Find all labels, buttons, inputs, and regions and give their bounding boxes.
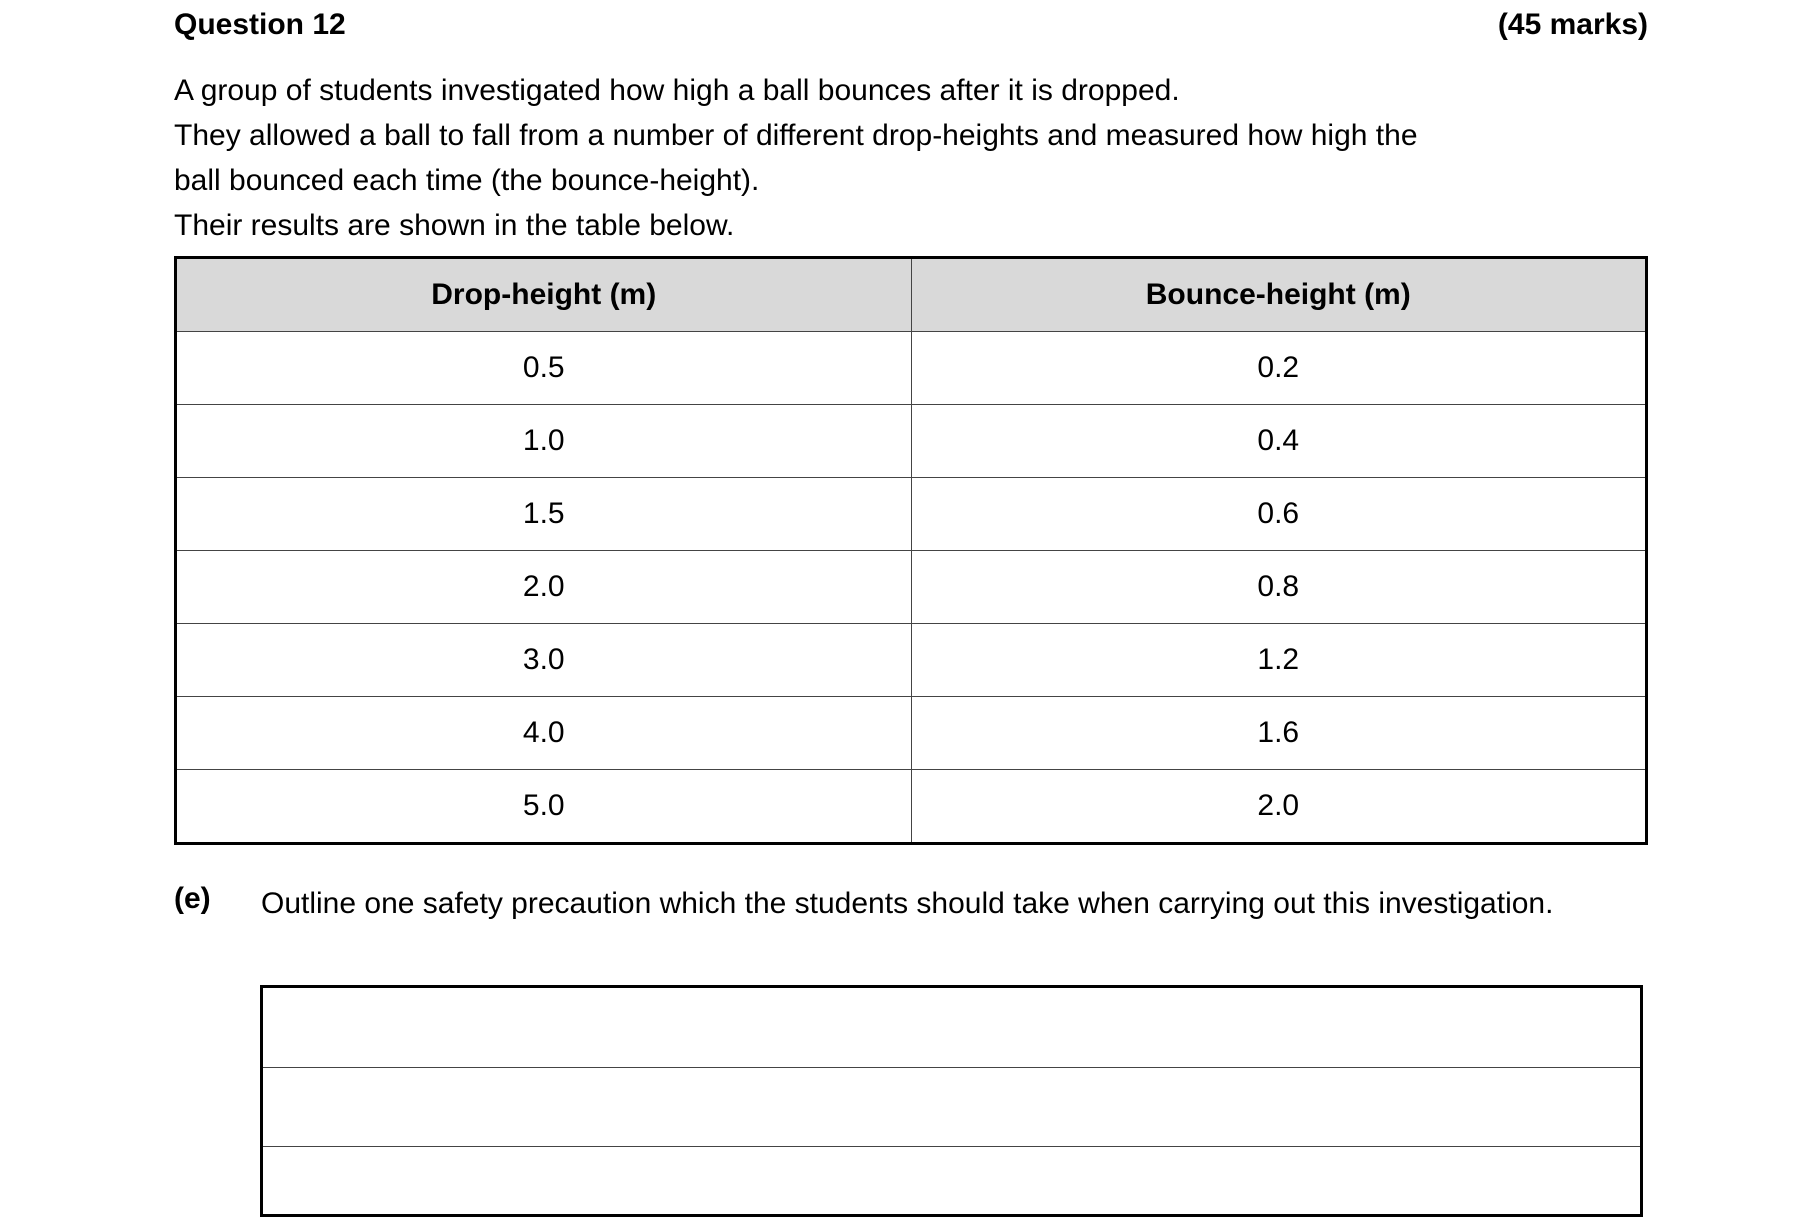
table-row	[176, 624, 1647, 697]
answer-line[interactable]	[263, 1067, 1640, 1147]
question-title: Question 12	[174, 8, 346, 41]
intro-line: A group of students investigated how high a ball bounces after it is dropped.	[174, 74, 1180, 107]
intro-line: ball bounced each time (the bounce-height).	[174, 164, 760, 197]
bounce-height-cell: 1.6	[911, 697, 1647, 770]
header-drop-height: Drop-height (m)	[176, 258, 912, 332]
table-row	[176, 770, 1647, 844]
answer-box[interactable]	[260, 985, 1643, 1217]
part-e-question: Outline one safety precaution which the students should take when carrying out this investigation.	[261, 887, 1554, 920]
bounce-height-cell: 0.2	[911, 332, 1647, 405]
bounce-height-cell: 0.4	[911, 405, 1647, 478]
bounce-height-cell: 1.2	[911, 624, 1647, 697]
part-e-label: (e)	[174, 882, 211, 915]
intro-line: They allowed a ball to fall from a number of different drop-heights and measured how high the	[174, 119, 1418, 152]
drop-height-cell: 2.0	[176, 551, 912, 624]
drop-height-cell: 4.0	[176, 697, 912, 770]
table-header-row	[176, 258, 1647, 332]
header-bounce-height: Bounce-height (m)	[911, 258, 1647, 332]
intro-text	[174, 68, 1654, 248]
intro-line: Their results are shown in the table below.	[174, 209, 735, 242]
question-marks: (45 marks)	[1497, 8, 1648, 41]
table-row	[176, 405, 1647, 478]
table-row	[176, 332, 1647, 405]
table-row	[176, 551, 1647, 624]
table-row	[176, 697, 1647, 770]
drop-height-cell: 5.0	[176, 770, 912, 844]
drop-height-cell: 1.5	[176, 478, 912, 551]
bounce-height-cell: 0.8	[911, 551, 1647, 624]
results-table	[174, 256, 1648, 845]
drop-height-cell: 3.0	[176, 624, 912, 697]
drop-height-cell: 0.5	[176, 332, 912, 405]
bounce-height-cell: 0.6	[911, 478, 1647, 551]
table-row	[176, 478, 1647, 551]
bounce-height-cell: 2.0	[911, 770, 1647, 844]
answer-line[interactable]	[263, 988, 1640, 1068]
drop-height-cell: 1.0	[176, 405, 912, 478]
